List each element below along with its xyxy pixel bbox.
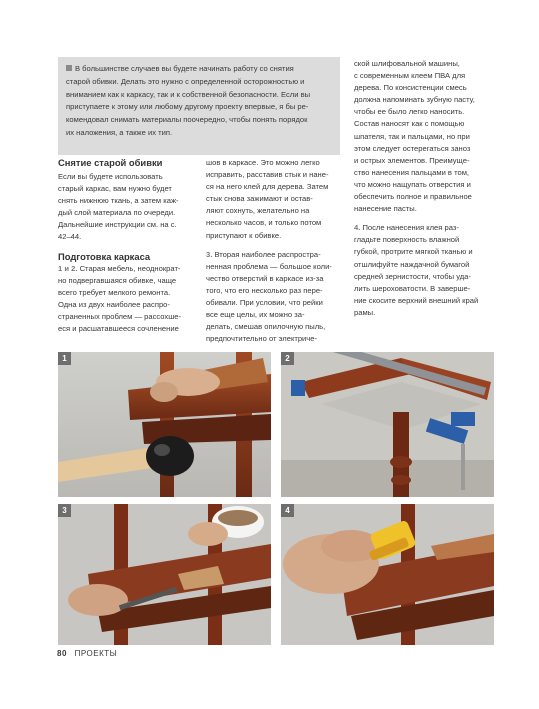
page-number: 80 — [57, 649, 67, 658]
col1-line: Одна из двух наиболее распро- — [58, 299, 170, 309]
col3-line: лить шероховатости. В заверше- — [354, 283, 471, 293]
col3-line: чтобы ее было легко наносить. — [354, 107, 465, 117]
heading-frame-preparation: Подготовка каркаса — [58, 250, 151, 262]
intro-line-4: приступаете к этому или любому другому проекту впервые, я бы ре- — [66, 102, 309, 112]
photo-4-number: 4 — [281, 504, 294, 517]
photo-2-image — [281, 352, 494, 497]
col3-line: средней зернистости, чтобы уда- — [354, 271, 471, 281]
square-bullet-icon — [66, 65, 72, 71]
col3-line: дерева. По консистенции смесь — [354, 83, 467, 93]
col3-line: отшлифуйте наждачной бумагой — [354, 259, 470, 269]
photo-1-number: 1 — [58, 352, 71, 365]
col3-line: рамы. — [354, 307, 376, 317]
col3-line: ство нанесения пальцами в том, — [354, 167, 470, 177]
col2-step-line: 3. Вторая наиболее распростра- — [206, 249, 321, 259]
section-name: ПРОЕКТЫ — [74, 649, 118, 658]
col3-step-line: 4. После нанесения клея раз- — [354, 223, 459, 233]
photo-3 — [58, 504, 271, 645]
photo-1 — [58, 352, 271, 497]
photo-3-image — [58, 504, 271, 645]
col2-line: приступают к обивке. — [206, 230, 282, 240]
step-number: 1 и 2. — [58, 263, 78, 273]
column-1 — [58, 157, 200, 335]
photo-4 — [281, 504, 494, 645]
heading-removing-upholstery: Снятие старой обивки — [58, 157, 163, 168]
col3-line: должна напоминать зубную пасту, — [354, 95, 475, 105]
step-number: 3. — [206, 249, 213, 259]
col2-line: того, что его несколько раз пере- — [206, 285, 323, 295]
col2-line: исправить, расставив стык и нане- — [206, 170, 329, 180]
col1-line: 42–44. — [58, 232, 82, 242]
col3-line: гладьте поверхность влажной — [354, 235, 460, 245]
col1-line: старый каркас, вам нужно будет — [58, 184, 172, 194]
intro-line-1: В большинстве случаев вы будете начинать работу со снятия — [66, 63, 332, 76]
photo-2 — [281, 352, 494, 497]
col2-line: делать, смешав опилочную пыль, — [206, 322, 326, 332]
intro-line-3: вниманием как к каркасу, так и к собственной безопасности. Если вы — [66, 89, 311, 99]
photo-1-image — [58, 352, 271, 497]
col1-line: страненных проблем — рассохше- — [58, 311, 182, 321]
col1-line: но подвергавшаяся обивке, чаще — [58, 275, 177, 285]
intro-box — [58, 57, 340, 155]
intro-line-2: старой обивки. Делать это нужно с определенной осторожностью и — [66, 76, 305, 86]
col2-line: чество отверстий в каркасе из-за — [206, 273, 324, 283]
intro-line-5: комендовал снимать материалы поочередно, чтобы понять порядок — [66, 115, 308, 125]
col2-line: все еще целы, их можно за- — [206, 310, 305, 320]
intro-line-6: их наложения, а также их тип. — [66, 127, 173, 137]
photo-3-number: 3 — [58, 504, 71, 517]
col2-line: шов в каркасе. Это можно легко — [206, 158, 320, 167]
col2-line: обивали. При условии, что рейки — [206, 298, 323, 308]
col1-line: Дальнейшие инструкции см. на с. — [58, 220, 177, 230]
col3-line: и острых элементов. Преимуще- — [354, 155, 470, 165]
col1-line: снять нижнюю ткань, а затем каж- — [58, 196, 179, 206]
col3-line: шпателя, так и пальцами, но при — [354, 131, 470, 141]
col3-line: этом следует остерегаться заноз — [354, 143, 471, 153]
column-3 — [354, 58, 504, 319]
photo-4-image — [281, 504, 494, 645]
page-footer — [57, 649, 117, 658]
col1-step-line: 1 и 2. Старая мебель, неоднократ- — [58, 263, 181, 273]
col2-line: стык снова зажимают и остав- — [206, 194, 313, 204]
col3-line: ние скосите верхний внешний край — [354, 295, 479, 305]
col1-line: всего требует мелкого ремонта. — [58, 287, 171, 297]
col2-line: несколько часов, и только потом — [206, 218, 322, 228]
column-2 — [206, 157, 346, 345]
col3-line: обеспечить полное и правильное — [354, 192, 472, 202]
col2-line: ляют сохнуть, желательно на — [206, 206, 310, 216]
col2-line: ся на него клей для дерева. Затем — [206, 182, 329, 192]
col2-line: ненная проблема — большое коли- — [206, 261, 332, 271]
col3-line: нанесение пасты. — [354, 204, 417, 214]
col1-line: Если вы будете использовать — [58, 172, 163, 181]
col1-line: дый слой материала по очереди. — [58, 208, 176, 218]
col3-line: с современным клеем ПВА для — [354, 71, 466, 81]
photo-2-number: 2 — [281, 352, 294, 365]
col3-line: ской шлифовальной машины, — [354, 59, 460, 68]
col2-line: предпочтительно от электриче- — [206, 334, 318, 344]
col3-line: Состав наносят как с помощью — [354, 119, 465, 129]
col3-line: губкой, протрите мягкой тканью и — [354, 247, 473, 257]
step-number: 4. — [354, 223, 361, 233]
col3-line: что можно нащупать отверстия и — [354, 179, 471, 189]
col1-line: еся и расшатавшееся сочленение — [58, 324, 179, 334]
